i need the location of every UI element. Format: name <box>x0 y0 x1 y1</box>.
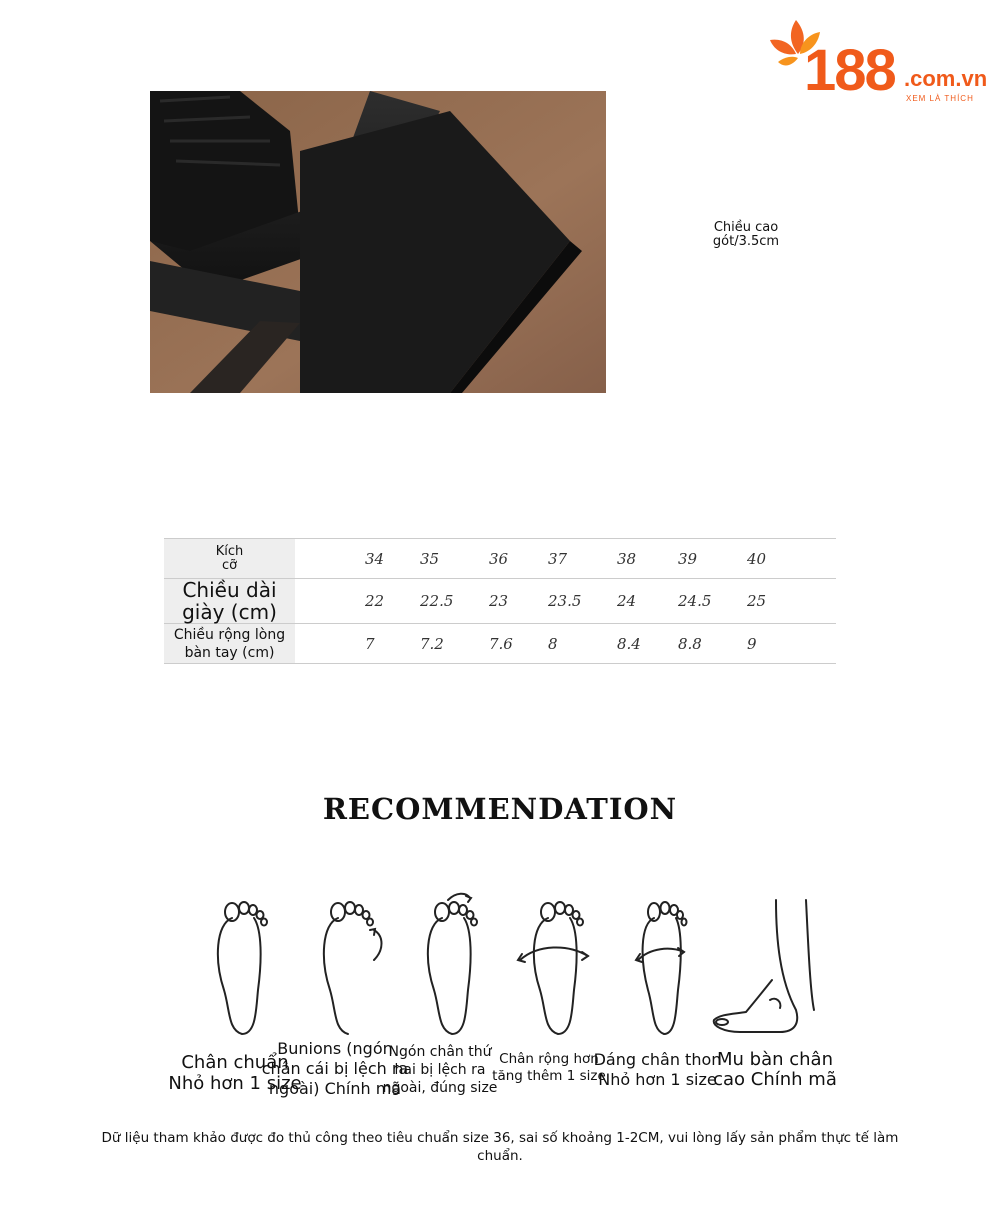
table-cell: 24 <box>617 579 678 624</box>
high-instep-foot-icon <box>714 900 814 1032</box>
heel-label-line2: gót/3.5cm <box>712 234 780 249</box>
header-line: giày (cm) <box>182 600 277 624</box>
table-cell: 36 <box>489 539 548 579</box>
table-cell: 8 <box>548 624 617 664</box>
caption-line: Chân chuẩn <box>181 1052 289 1073</box>
caption-line: Mu bàn chân <box>717 1049 833 1070</box>
slim-foot-icon <box>636 902 687 1034</box>
table-cell: 8.8 <box>678 624 747 664</box>
table-cell: 22.5 <box>420 579 489 624</box>
table-cell: 25 <box>747 579 836 624</box>
table-cell: 23 <box>489 579 548 624</box>
heel-label-line1: Chiều cao <box>713 220 779 235</box>
caption-line: Nhỏ hơn 1 size <box>168 1073 302 1094</box>
wide-foot-icon <box>518 902 588 1034</box>
header-line: Chiều rộng lòng <box>173 626 286 643</box>
table-cell: 35 <box>420 539 489 579</box>
table-cell: 24.5 <box>678 579 747 624</box>
caption-line: chân cái bị lệch ra <box>261 1059 409 1078</box>
caption-line: Chân rộng hơn <box>499 1051 599 1067</box>
caption-line: ngoài, đúng size <box>382 1080 498 1096</box>
caption-line: cao Chính mã <box>713 1069 837 1090</box>
brand-logo <box>766 18 992 106</box>
table-cell: 7.6 <box>489 624 548 664</box>
table-cell: 37 <box>548 539 617 579</box>
table-cell: 40 <box>747 539 836 579</box>
caption-high-instep-foot <box>700 1050 850 1090</box>
size-table <box>164 538 836 664</box>
table-row <box>164 624 836 664</box>
heel-height-label <box>700 221 792 249</box>
table-row <box>164 579 836 624</box>
header-line: Chiều dài <box>182 578 277 602</box>
brand-number: 188 <box>804 38 895 103</box>
header-line: cỡ <box>221 557 238 573</box>
sandal-heel-photo <box>150 91 606 393</box>
caption-line: Bunions (ngón <box>277 1039 393 1058</box>
table-cell: 34 <box>365 539 420 579</box>
table-cell: 8.4 <box>617 624 678 664</box>
row-header <box>164 624 295 664</box>
row-header <box>164 579 295 624</box>
bunion-foot-icon <box>324 902 382 1034</box>
second-toe-foot-icon <box>428 894 477 1034</box>
normal-foot-icon <box>218 902 267 1034</box>
caption-line: tăng thêm 1 size <box>492 1068 606 1084</box>
header-line: Kích <box>215 543 244 559</box>
caption-line: Ngón chân thứ <box>388 1044 492 1060</box>
table-cell: 39 <box>678 539 747 579</box>
caption-line: Nhỏ hơn 1 size <box>598 1070 717 1089</box>
table-row <box>164 539 836 579</box>
caption-line: hai bị lệch ra <box>394 1062 486 1078</box>
caption-line: Dáng chân thon <box>593 1050 722 1069</box>
recommendation-title: RECOMMENDATION <box>322 792 678 826</box>
foot-types-illustration <box>180 880 840 1040</box>
header-line: bàn tay (cm) <box>184 644 275 661</box>
brand-domain: .com.vn <box>904 66 988 91</box>
brand-tagline: XEM LÀ THÍCH <box>906 94 974 103</box>
table-cell: 22 <box>365 579 420 624</box>
table-cell: 7 <box>365 624 420 664</box>
table-cell: 38 <box>617 539 678 579</box>
caption-line: ngoài) Chính mã <box>268 1079 402 1098</box>
table-cell: 9 <box>747 624 836 664</box>
measurement-note: Dữ liệu tham khảo được đo thủ công theo tiêu chuẩn size 36, sai số khoảng 1-2CM, vui lòng lấy sản phẩm thực tế làm chuẩn. <box>101 1130 899 1164</box>
table-cell: 23.5 <box>548 579 617 624</box>
row-header <box>164 539 295 579</box>
table-cell: 7.2 <box>420 624 489 664</box>
